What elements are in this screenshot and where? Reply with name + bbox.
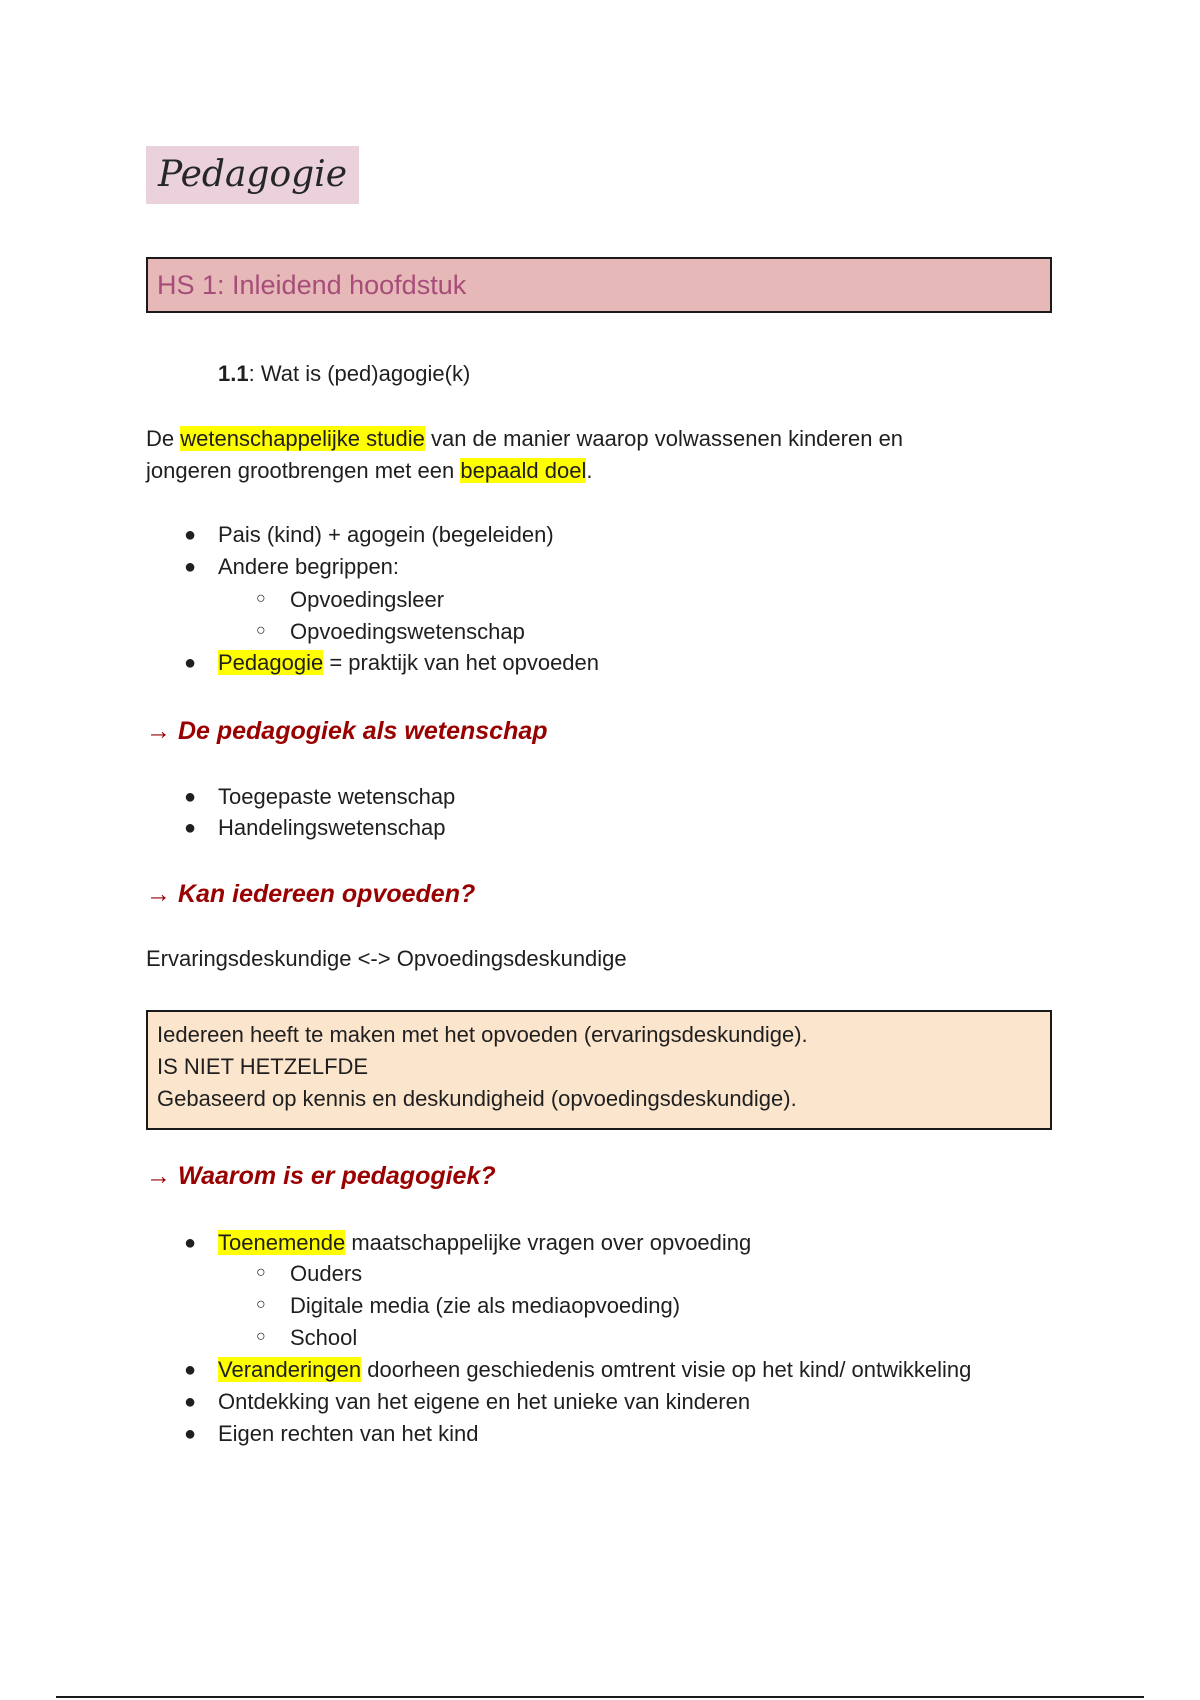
list-item	[184, 1418, 479, 1450]
bullet-icon: ●	[184, 1359, 197, 1381]
highlight-text: Toenemende	[218, 1230, 346, 1255]
highlight-text: wetenschappelijke studie	[180, 426, 425, 451]
list-item	[184, 1227, 752, 1259]
contrast-text: Ervaringsdeskundige <-> Opvoedingsdeskundige	[146, 946, 627, 971]
page-bottom-divider	[56, 1696, 1144, 1698]
list-item	[184, 551, 400, 583]
definition-text: jongeren grootbrengen met een	[146, 458, 461, 483]
definition-text: .	[586, 458, 593, 483]
list-item-text: School	[290, 1325, 358, 1350]
note-line: Iedereen heeft te maken met het opvoeden (ervaringsdeskundige).	[157, 1022, 808, 1047]
list-item-text: doorheen geschiedenis omtrent visie op het kind/ ontwikkeling	[361, 1357, 972, 1382]
bullet-icon: ●	[184, 1391, 197, 1413]
note-line: Gebaseerd op kennis en deskundigheid (opvoedingsdeskundige).	[157, 1086, 797, 1111]
list-item	[184, 781, 456, 813]
bullet-icon: ●	[184, 1232, 197, 1254]
list-item-text: Pais (kind) + agogein (begeleiden)	[218, 522, 554, 547]
list-item-text: Ouders	[290, 1261, 363, 1286]
chapter-heading: HS 1: Inleidend hoofdstuk	[146, 257, 1052, 313]
list-item	[184, 519, 554, 551]
list-item	[184, 647, 600, 679]
highlight-text: Veranderingen	[218, 1357, 362, 1382]
list-item-text: maatschappelijke vragen over opvoeding	[345, 1230, 752, 1255]
sub-list-item	[256, 1322, 358, 1354]
bullet-icon: ●	[184, 556, 197, 578]
sub-list-item	[256, 1290, 681, 1322]
circle-bullet-icon: ○	[256, 1328, 266, 1345]
list-item-text: Opvoedingsleer	[290, 587, 445, 612]
list-item-text: = praktijk van het opvoeden	[323, 650, 600, 675]
highlight-text: Pedagogie	[218, 650, 324, 675]
section-label: : Wat is (ped)agogie(k)	[248, 361, 471, 386]
list-item	[184, 812, 446, 844]
circle-bullet-icon: ○	[256, 590, 266, 607]
list-item-text: Digitale media (zie als mediaopvoeding)	[290, 1293, 681, 1318]
definition-line-1	[146, 423, 903, 455]
list-item-text: Toegepaste wetenschap	[218, 784, 456, 809]
bullet-icon: ●	[184, 652, 197, 674]
sub-list-item	[256, 616, 525, 648]
bullet-icon: ●	[184, 524, 197, 546]
highlight-text: bepaald doel	[460, 458, 587, 483]
circle-bullet-icon: ○	[256, 1296, 266, 1313]
bullet-icon: ●	[184, 786, 197, 808]
sub-list-item	[256, 584, 445, 616]
section-number: 1.1	[218, 361, 249, 386]
bullet-icon: ●	[184, 1423, 197, 1445]
circle-bullet-icon: ○	[256, 1264, 266, 1281]
list-item	[184, 1354, 972, 1386]
note-box	[146, 1010, 1052, 1130]
circle-bullet-icon: ○	[256, 622, 266, 639]
list-item-text: Eigen rechten van het kind	[218, 1421, 479, 1446]
list-item-text: Andere begrippen:	[218, 554, 400, 579]
sub-list-item	[256, 1258, 363, 1290]
list-item-text: Opvoedingswetenschap	[290, 619, 525, 644]
page-title: Pedagogie	[146, 146, 359, 204]
subheading-pedagogiek-wetenschap: → De pedagogiek als wetenschap	[146, 717, 548, 745]
subheading-kan-iedereen-opvoeden: → Kan iedereen opvoeden?	[146, 880, 476, 908]
list-item-text: Ontdekking van het eigene en het unieke van kinderen	[218, 1389, 751, 1414]
definition-line-2	[146, 455, 592, 487]
list-item	[184, 1386, 751, 1418]
definition-text: van de manier waarop volwassenen kinderen en	[424, 426, 904, 451]
bullet-icon: ●	[184, 817, 197, 839]
subheading-waarom-pedagogiek: → Waarom is er pedagogiek?	[146, 1162, 496, 1190]
section-heading	[218, 358, 470, 390]
list-item-text: Handelingswetenschap	[218, 815, 446, 840]
note-line: IS NIET HETZELFDE	[157, 1054, 369, 1079]
definition-text: De	[146, 426, 181, 451]
